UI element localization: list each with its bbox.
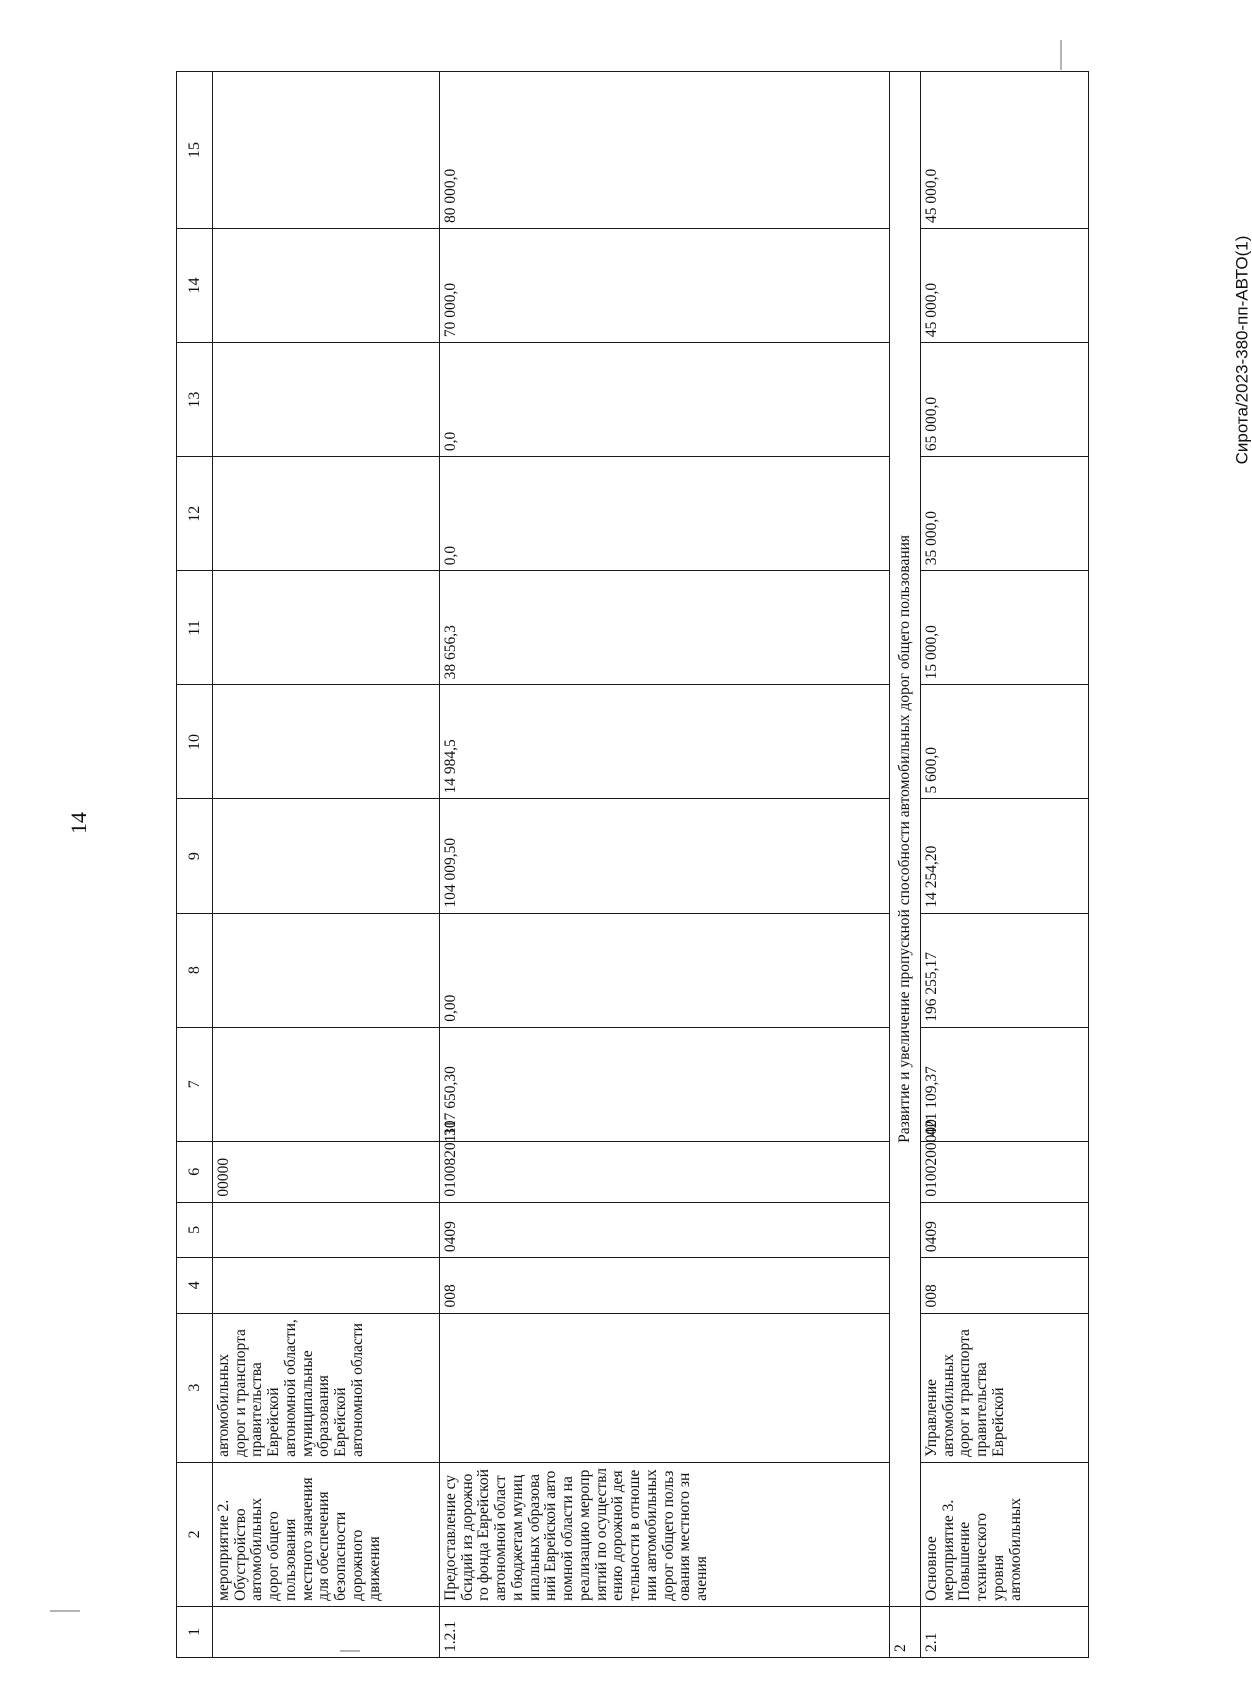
responsible-executor: [440, 1313, 890, 1462]
budget-table: [176, 71, 1089, 1658]
amount-cell: [213, 685, 440, 799]
header-cell: 7: [177, 1027, 213, 1141]
responsible-executor: автомобильных дорог и транспорта правительства Еврейской автономной области, муниципальные образования Еврейской автономной области: [213, 1313, 440, 1462]
amount-cell: [213, 72, 440, 229]
grbs-code: 008: [921, 1258, 1089, 1313]
page-number: 14: [66, 812, 91, 834]
row-number: [213, 1606, 440, 1657]
measure-name: мероприятие 2. Обустройство автомобильных дорог общего пользования местного значения для обеспечения безопасности дорожного движения: [213, 1462, 440, 1606]
amount-cell: [213, 571, 440, 685]
amount-cell: 0,0: [440, 343, 890, 457]
header-cell: 15: [177, 72, 213, 229]
scan-artifact: [50, 1610, 80, 1612]
table-row: [921, 72, 1089, 1658]
amount-cell: 421 109,37: [921, 1027, 1089, 1141]
amount-cell: [213, 343, 440, 457]
amount-cell: 38 656,3: [440, 571, 890, 685]
amount-cell: 307 650,30: [440, 1027, 890, 1141]
header-cell: 11: [177, 571, 213, 685]
amount-cell: [213, 228, 440, 342]
header-row: [177, 72, 213, 1658]
header-cell: 3: [177, 1313, 213, 1462]
amount-cell: 15 000,0: [921, 571, 1089, 685]
section-title: Развитие и увеличение пропускной способности автомобильных дорог общего пользования: [890, 72, 921, 1607]
header-cell: 2: [177, 1462, 213, 1606]
row-number: 1.2.1: [440, 1606, 890, 1657]
header-cell: 8: [177, 913, 213, 1027]
scan-artifact: [340, 1650, 360, 1652]
target-item-code: 0100200000: [921, 1141, 1089, 1202]
header-cell: 10: [177, 685, 213, 799]
section-code: 0409: [440, 1202, 890, 1257]
grbs-code: 008: [440, 1258, 890, 1313]
amount-cell: [213, 1027, 440, 1141]
amount-cell: [213, 913, 440, 1027]
grbs-code: [213, 1258, 440, 1313]
scan-artifact: [1060, 40, 1062, 70]
header-cell: 14: [177, 228, 213, 342]
amount-cell: 5 600,0: [921, 685, 1089, 799]
amount-cell: 104 009,50: [440, 799, 890, 913]
amount-cell: 70 000,0: [440, 228, 890, 342]
section-number: 2: [890, 1606, 921, 1657]
amount-cell: 35 000,0: [921, 457, 1089, 571]
header-cell: 9: [177, 799, 213, 913]
table-row: [213, 72, 440, 1658]
amount-cell: 0,0: [440, 457, 890, 571]
target-item-code: 00000: [213, 1141, 440, 1202]
header-cell: 13: [177, 343, 213, 457]
responsible-executor: Управление автомобильных дорог и транспорта правительства Еврейской: [921, 1313, 1089, 1462]
amount-cell: 80 000,0: [440, 72, 890, 229]
measure-name: Предоставление субсидий из дорожного фонда Еврейской автономной области бюджетам муниципальных образований Еврейской автономной области на реализацию мероприятий по осуществлению дорожной деятельности в отношении автомобильных дорог общего пользования местного значения: [440, 1462, 890, 1606]
amount-cell: 14 254,20: [921, 799, 1089, 913]
budget-table-rotated: [176, 71, 1088, 1658]
document-code: Сирота/2023-380-пп-АВТО(1): [1232, 235, 1252, 465]
amount-cell: [213, 457, 440, 571]
section-row: [890, 72, 921, 1658]
header-cell: 5: [177, 1202, 213, 1257]
table-row: [440, 72, 890, 1658]
amount-cell: 45 000,0: [921, 228, 1089, 342]
row-number: 2.1: [921, 1606, 1089, 1657]
amount-cell: 0,00: [440, 913, 890, 1027]
section-code: 0409: [921, 1202, 1089, 1257]
header-cell: 1: [177, 1606, 213, 1657]
amount-cell: 45 000,0: [921, 72, 1089, 229]
amount-cell: [213, 799, 440, 913]
measure-name: Основное мероприятие 3. Повышение технического уровня автомобильных: [921, 1462, 1089, 1606]
header-cell: 12: [177, 457, 213, 571]
header-cell: 4: [177, 1258, 213, 1313]
amount-cell: 65 000,0: [921, 343, 1089, 457]
target-item-code: 0100820111: [440, 1141, 890, 1202]
amount-cell: 196 255,17: [921, 913, 1089, 1027]
header-cell: 6: [177, 1141, 213, 1202]
amount-cell: 14 984,5: [440, 685, 890, 799]
budget-table-container: [176, 71, 1088, 1658]
section-code: [213, 1202, 440, 1257]
